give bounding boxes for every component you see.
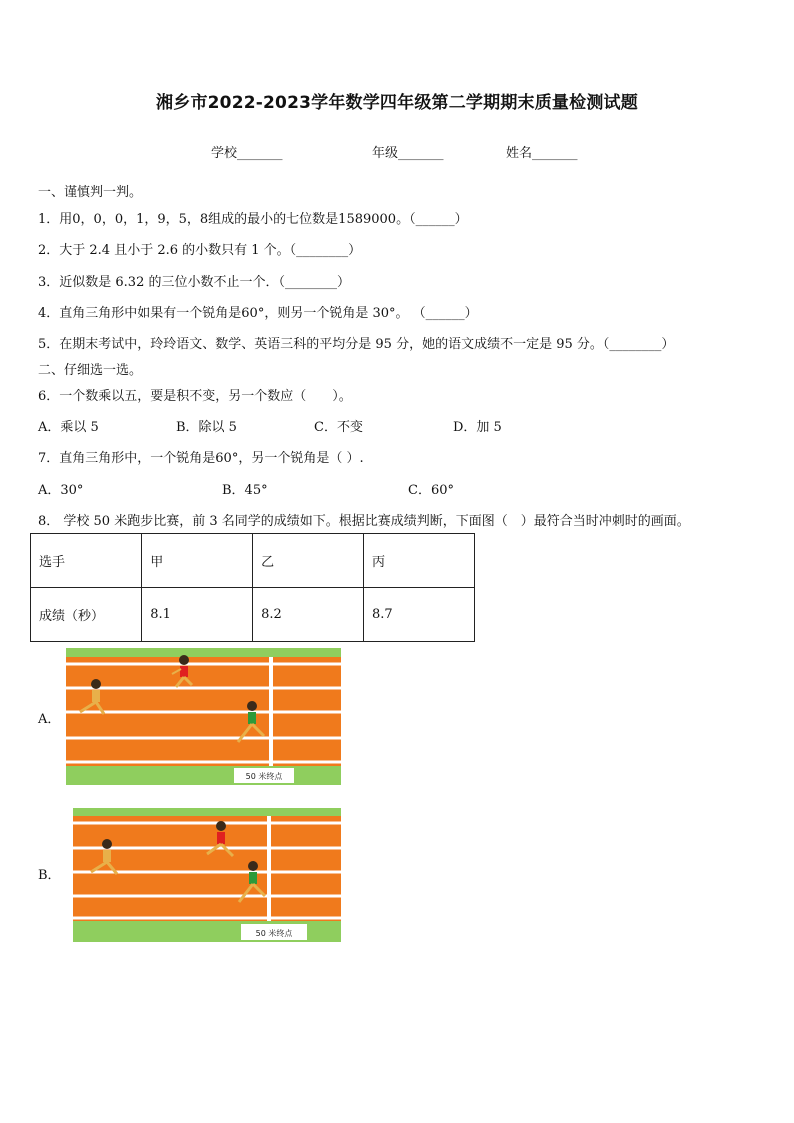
q6-option-c[interactable]: C．不变 xyxy=(314,420,363,435)
table-row xyxy=(31,588,475,642)
grass-strip xyxy=(66,648,341,657)
grade-field[interactable]: 年级_______ xyxy=(372,146,444,161)
section-2-heading: 二、仔细选一选。 xyxy=(38,363,143,378)
figure-b-label[interactable]: B． xyxy=(38,868,61,883)
section-1-heading: 一、谨慎判一判。 xyxy=(38,185,143,200)
question-5: 5．在期末考试中，玲玲语文、数学、英语三科的平均分是 95 分，她的语文成绩不一定是 95 分。（________） xyxy=(38,337,675,352)
race-figure-a[interactable] xyxy=(66,648,342,785)
table-header-row xyxy=(31,534,475,588)
q6-option-a[interactable]: A．乘以 5 xyxy=(38,420,99,435)
q7-option-c[interactable]: C．60° xyxy=(408,483,454,498)
question-3: 3．近似数是 6.32 的三位小数不止一个．（________） xyxy=(38,275,350,290)
track-surface xyxy=(66,648,341,766)
table-cell: 8.2 xyxy=(253,588,364,642)
question-7: 7．直角三角形中，一个锐角是60°，另一个锐角是（ ）. xyxy=(38,451,364,466)
q6-option-b[interactable]: B．除以 5 xyxy=(176,420,237,435)
question-4: 4．直角三角形中如果有一个锐角是60°，则另一个锐角是 30°。 （______） xyxy=(38,306,478,321)
table-cell: 8.1 xyxy=(142,588,253,642)
grass-strip xyxy=(73,808,341,816)
q6-option-d[interactable]: D．加 5 xyxy=(453,420,502,435)
page-title: 湘乡市2022-2023学年数学四年级第二学期期末质量检测试题 xyxy=(156,93,638,113)
table-cell: 丙 xyxy=(364,534,475,588)
question-8: 8． 学校 50 米跑步比赛，前 3 名同学的成绩如下。根据比赛成绩判断，下面图（ ）最符合当时冲刺时的画面。 xyxy=(38,514,690,529)
question-6: 6．一个数乘以五，要是积不变，另一个数应（ ）。 xyxy=(38,389,352,404)
q7-option-a[interactable]: A．30° xyxy=(38,483,84,498)
table-cell: 成绩（秒） xyxy=(31,588,142,642)
question-2: 2．大于 2.4 且小于 2.6 的小数只有 1 个。（________） xyxy=(38,243,362,258)
q7-option-b[interactable]: B．45° xyxy=(222,483,268,498)
track-surface xyxy=(73,808,341,921)
table-cell: 甲 xyxy=(142,534,253,588)
figure-a-label[interactable]: A． xyxy=(38,712,61,727)
table-cell: 8.7 xyxy=(364,588,475,642)
grass-strip xyxy=(66,766,341,785)
finish-caption: 50 米终点 xyxy=(255,929,293,938)
table-cell: 选手 xyxy=(31,534,142,588)
name-field[interactable]: 姓名_______ xyxy=(506,146,578,161)
school-field[interactable]: 学校_______ xyxy=(211,146,283,161)
table-cell: 乙 xyxy=(253,534,364,588)
score-table xyxy=(30,533,475,642)
finish-caption: 50 米终点 xyxy=(245,772,283,781)
question-1: 1．用0，0，0，1，9，5，8组成的最小的七位数是1589000。（______） xyxy=(38,212,468,227)
race-figure-b[interactable] xyxy=(73,808,341,942)
